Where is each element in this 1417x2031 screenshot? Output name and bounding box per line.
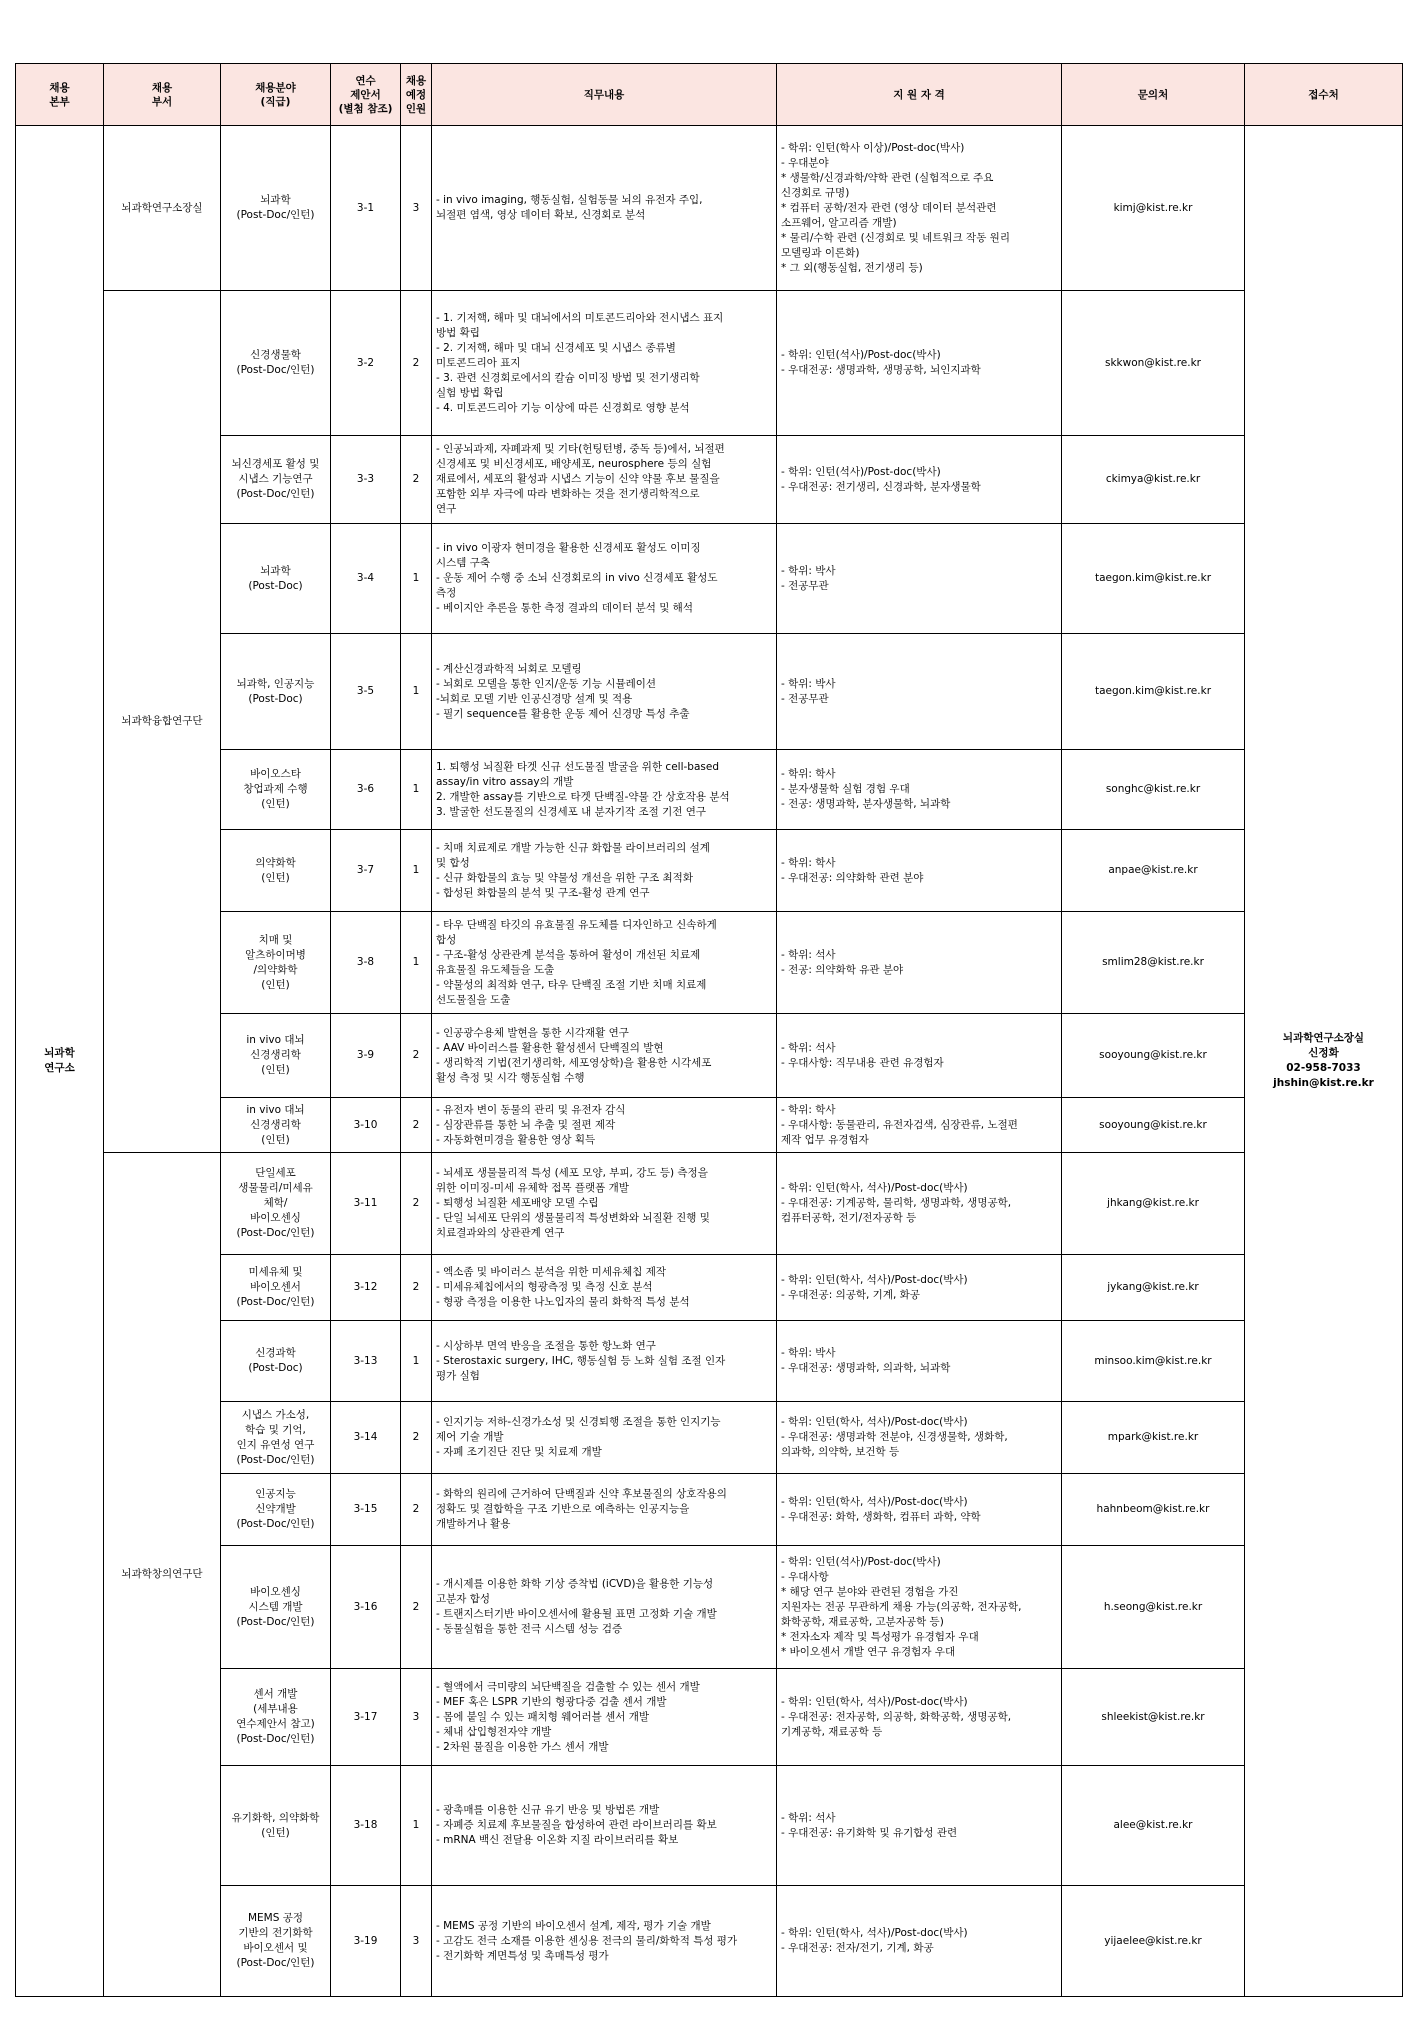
count-cell: 2 [401, 1153, 432, 1255]
header-reception: 접수처 [1245, 64, 1403, 126]
count-cell: 1 [401, 634, 432, 750]
duty-cell: - 엑소좀 및 바이러스 분석을 위한 미세유체칩 제작 - 미세유체칩에서의 형광측정 및 측정 신호 분석 - 형광 측정을 이용한 나노입자의 물리 화학적 특성 분석 [432, 1255, 777, 1321]
qualification-cell: - 학위: 학사 - 분자생물학 실험 경험 우대 - 전공: 생명과학, 분자생물학, 뇌과학 [777, 750, 1062, 830]
contact-email-cell: taegon.kim@kist.re.kr [1062, 524, 1245, 634]
qualification-cell: - 학위: 석사 - 우대사항: 직무내용 관련 유경험자 [777, 1014, 1062, 1098]
header-proposal: 연수 제안서 (별첨 참조) [331, 64, 401, 126]
count-cell: 1 [401, 1321, 432, 1402]
duty-cell: - 시상하부 면역 반응을 조절을 통한 항노화 연구 - Sterostaxic surgery, IHC, 행동실험 등 노화 실험 조절 인자 평가 실험 [432, 1321, 777, 1402]
qualification-cell: - 학위: 박사 - 전공무관 [777, 634, 1062, 750]
qualification-cell: - 학위: 석사 - 전공: 의약화학 유관 분야 [777, 912, 1062, 1014]
count-cell: 2 [401, 436, 432, 524]
proposal-code-cell: 3-6 [331, 750, 401, 830]
qualification-cell: - 학위: 인턴(학사, 석사)/Post-doc(박사) - 우대전공: 화학, 생화학, 컴퓨터 과학, 약학 [777, 1474, 1062, 1546]
contact-email-cell: taegon.kim@kist.re.kr [1062, 634, 1245, 750]
count-cell: 2 [401, 1474, 432, 1546]
proposal-code-cell: 3-2 [331, 291, 401, 436]
duty-cell: - 타우 단백질 타깃의 유효물질 유도체를 디자인하고 신속하게 합성 - 구조-활성 상관관계 분석을 통하여 활성이 개선된 치료제 유효물질 유도체들을 도출 - 약물성의 최적화 연구, 타우 단백질 조절 기반 치매 치료제 선도물질을 도출 [432, 912, 777, 1014]
count-cell: 1 [401, 912, 432, 1014]
table-row [16, 1255, 1403, 1321]
department-cell: 뇌과학연구소장실 [104, 126, 221, 291]
duty-cell: - 1. 기저핵, 해마 및 대뇌에서의 미토콘드리아와 전시냅스 표지 방법 확립 - 2. 기저핵, 해마 및 대뇌 신경세포 및 시냅스 종류별 미토콘드리아 표지 - 3. 관련 신경회로에서의 칼슘 이미징 방법 및 전기생리학 실험 방법 확립 - 4. 미토콘드리아 기능 이상에 따른 신경회로 영향 분석 [432, 291, 777, 436]
qualification-cell: - 학위: 학사 - 우대사항: 동물관리, 유전자검색, 심장관류, 노절편 제작 업무 유경험자 [777, 1098, 1062, 1153]
contact-email-cell: anpae@kist.re.kr [1062, 830, 1245, 912]
field-cell: 센서 개발 (세부내용 연수제안서 참고) (Post-Doc/인턴) [221, 1669, 331, 1766]
header-department: 채용 부서 [104, 64, 221, 126]
field-cell: 의약화학 (인턴) [221, 830, 331, 912]
field-cell: 뇌과학 (Post-Doc/인턴) [221, 126, 331, 291]
contact-email-cell: kimj@kist.re.kr [1062, 126, 1245, 291]
qualification-cell: - 학위: 인턴(학사, 석사)/Post-doc(박사) - 우대전공: 생명과학 전분야, 신경생물학, 생화학, 의과학, 의약학, 보건학 등 [777, 1402, 1062, 1474]
field-cell: 치매 및 알츠하이머병 /의약화학 (인턴) [221, 912, 331, 1014]
count-cell: 3 [401, 1886, 432, 1997]
field-cell: 신경생물학 (Post-Doc/인턴) [221, 291, 331, 436]
table-row [16, 1153, 1403, 1255]
count-cell: 1 [401, 524, 432, 634]
contact-email-cell: sooyoung@kist.re.kr [1062, 1014, 1245, 1098]
contact-email-cell: minsoo.kim@kist.re.kr [1062, 1321, 1245, 1402]
count-cell: 1 [401, 1766, 432, 1886]
table-row [16, 436, 1403, 524]
contact-email-cell: yijaelee@kist.re.kr [1062, 1886, 1245, 1997]
table-row [16, 750, 1403, 830]
field-cell: 미세유체 및 바이오센서 (Post-Doc/인턴) [221, 1255, 331, 1321]
field-cell: 뇌과학 (Post-Doc) [221, 524, 331, 634]
duty-cell: - 광촉매를 이용한 신규 유기 반응 및 방법론 개발 - 자폐증 치료제 후보물질을 합성하여 관련 라이브러리를 확보 - mRNA 백신 전달용 이온화 지질 라이브러리를 확보 [432, 1766, 777, 1886]
department-cell: 뇌과학융합연구단 [104, 291, 221, 1153]
contact-email-cell: ckimya@kist.re.kr [1062, 436, 1245, 524]
qualification-cell: - 학위: 인턴(학사 이상)/Post-doc(박사) - 우대분야 * 생물학/신경과학/약학 관련 (실험적으로 주요 신경회로 규명) * 컴퓨터 공학/전자 관련 (영상 데이터 분석관련 소프웨어, 알고리즘 개발) * 물리/수학 관련 (신경회로 및 네트워크 작동 원리 모델링과 이론화) * 그 외(행동실험, 전기생리 등) [777, 126, 1062, 291]
count-cell: 2 [401, 1546, 432, 1669]
field-cell: 단일세포 생물물리/미세유 체학/ 바이오센싱 (Post-Doc/인턴) [221, 1153, 331, 1255]
table-row [16, 524, 1403, 634]
proposal-code-cell: 3-5 [331, 634, 401, 750]
proposal-code-cell: 3-16 [331, 1546, 401, 1669]
header-field: 채용분야 (직급) [221, 64, 331, 126]
field-cell: 뇌과학, 인공지능 (Post-Doc) [221, 634, 331, 750]
duty-cell: - 뇌세포 생물물리적 특성 (세포 모양, 부피, 강도 등) 측정을 위한 이미징-미세 유체학 접목 플랫폼 개발 - 퇴행성 뇌질환 세포배양 모델 수립 - 단일 뇌세포 단위의 생물물리적 특성변화와 뇌질환 진행 및 치료결과와의 상관관계 연구 [432, 1153, 777, 1255]
qualification-cell: - 학위: 석사 - 우대전공: 유기화학 및 유기합성 관련 [777, 1766, 1062, 1886]
count-cell: 2 [401, 1402, 432, 1474]
contact-email-cell: mpark@kist.re.kr [1062, 1402, 1245, 1474]
header-contact: 문의처 [1062, 64, 1245, 126]
count-cell: 3 [401, 1669, 432, 1766]
proposal-code-cell: 3-7 [331, 830, 401, 912]
contact-email-cell: alee@kist.re.kr [1062, 1766, 1245, 1886]
duty-cell: - 계산신경과학적 뇌회로 모델링 - 뇌회로 모델을 통한 인지/운동 기능 시뮬레이션 -뇌회로 모델 기반 인공신경망 설계 및 적용 - 필기 sequence를 활용한 운동 제어 신경망 특성 추출 [432, 634, 777, 750]
header-count: 채용 예정 인원 [401, 64, 432, 126]
table-row [16, 830, 1403, 912]
qualification-cell: - 학위: 인턴(석사)/Post-doc(박사) - 우대전공: 전기생리, 신경과학, 분자생물학 [777, 436, 1062, 524]
field-cell: in vivo 대뇌 신경생리학 (인턴) [221, 1098, 331, 1153]
proposal-code-cell: 3-9 [331, 1014, 401, 1098]
duty-cell: - 유전자 변이 동물의 관리 및 유전자 감식 - 심장관류를 통한 뇌 추출 및 절편 제작 - 자동화현미경을 활용한 영상 획득 [432, 1098, 777, 1153]
proposal-code-cell: 3-8 [331, 912, 401, 1014]
field-cell: 신경과학 (Post-Doc) [221, 1321, 331, 1402]
field-cell: in vivo 대뇌 신경생리학 (인턴) [221, 1014, 331, 1098]
duty-cell: 1. 퇴행성 뇌질환 타겟 신규 선도물질 발굴을 위한 cell-based assay/in vitro assay의 개발 2. 개발한 assay를 기반으로 타겟 단백질-약물 간 상호작용 분석 3. 발굴한 선도물질의 신경세포 내 분자기작 조절 기전 연구 [432, 750, 777, 830]
field-cell: 뇌신경세포 활성 및 시냅스 기능연구 (Post-Doc/인턴) [221, 436, 331, 524]
proposal-code-cell: 3-11 [331, 1153, 401, 1255]
proposal-code-cell: 3-17 [331, 1669, 401, 1766]
proposal-code-cell: 3-12 [331, 1255, 401, 1321]
contact-email-cell: jykang@kist.re.kr [1062, 1255, 1245, 1321]
duty-cell: - in vivo 이광자 현미경을 활용한 신경세포 활성도 이미징 시스템 구축 - 운동 제어 수행 중 소뇌 신경회로의 in vivo 신경세포 활성도 측정 - 베이지안 추론을 통한 측정 결과의 데이터 분석 및 해석 [432, 524, 777, 634]
qualification-cell: - 학위: 인턴(석사)/Post-doc(박사) - 우대사항 * 해당 연구 분야와 관련된 경험을 가진 지원자는 전공 무관하게 채용 가능(의공학, 전자공학, 화학공학, 재료공학, 고분자공학 등) * 전자소자 제작 및 특성평가 유경험자 우대 * 바이오센서 개발 연구 유경험자 우대 [777, 1546, 1062, 1669]
recruitment-table-sheet [15, 63, 1402, 1997]
contact-email-cell: jhkang@kist.re.kr [1062, 1153, 1245, 1255]
count-cell: 2 [401, 291, 432, 436]
table-row [16, 1669, 1403, 1766]
contact-email-cell: hahnbeom@kist.re.kr [1062, 1474, 1245, 1546]
header-duty: 직무내용 [432, 64, 777, 126]
header-row [16, 64, 1403, 126]
proposal-code-cell: 3-15 [331, 1474, 401, 1546]
contact-email-cell: songhc@kist.re.kr [1062, 750, 1245, 830]
proposal-code-cell: 3-10 [331, 1098, 401, 1153]
duty-cell: - 혈액에서 극미량의 뇌단백질을 검출할 수 있는 센서 개발 - MEF 혹은 LSPR 기반의 형광다중 검출 센서 개발 - 몸에 붙일 수 있는 패치형 웨어러블 센서 개발 - 체내 삽입형전자약 개발 - 2차원 물질을 이용한 가스 센서 개발 [432, 1669, 777, 1766]
table-row [16, 1321, 1403, 1402]
count-cell: 2 [401, 1098, 432, 1153]
division-cell: 뇌과학 연구소 [16, 126, 104, 1997]
table-row [16, 1474, 1403, 1546]
contact-email-cell: shleekist@kist.re.kr [1062, 1669, 1245, 1766]
table-row [16, 126, 1403, 291]
duty-cell: - 인공뇌과제, 자폐과제 및 기타(헌팅턴병, 중독 등)에서, 뇌절편 신경세포 및 비신경세포, 배양세포, neurosphere 등의 실험 재료에서, 세포의 활성과 시냅스 기능이 신약 약물 후보 물질을 포함한 외부 자극에 따라 변화하는 것을 전기생리학적으로 연구 [432, 436, 777, 524]
field-cell: MEMS 공정 기반의 전기화학 바이오센서 및 (Post-Doc/인턴) [221, 1886, 331, 1997]
reception-cell: 뇌과학연구소장실 신정화 02-958-7033 jhshin@kist.re.kr [1245, 126, 1403, 1997]
proposal-code-cell: 3-14 [331, 1402, 401, 1474]
count-cell: 1 [401, 750, 432, 830]
header-division: 채용 본부 [16, 64, 104, 126]
field-cell: 바이오센싱 시스템 개발 (Post-Doc/인턴) [221, 1546, 331, 1669]
duty-cell: - 화학의 원리에 근거하여 단백질과 신약 후보물질의 상호작용의 정확도 및 결합학을 구조 기반으로 예측하는 인공지능을 개발하거나 활용 [432, 1474, 777, 1546]
table-row [16, 912, 1403, 1014]
proposal-code-cell: 3-3 [331, 436, 401, 524]
contact-email-cell: skkwon@kist.re.kr [1062, 291, 1245, 436]
header-qualification: 지 원 자 격 [777, 64, 1062, 126]
table-body [16, 126, 1403, 1997]
count-cell: 1 [401, 830, 432, 912]
department-cell: 뇌과학창의연구단 [104, 1153, 221, 1997]
count-cell: 2 [401, 1014, 432, 1098]
table-row [16, 634, 1403, 750]
proposal-code-cell: 3-4 [331, 524, 401, 634]
count-cell: 2 [401, 1255, 432, 1321]
duty-cell: - MEMS 공정 기반의 바이오센서 설계, 제작, 평가 기술 개발 - 고감도 전극 소재를 이용한 센싱용 전극의 물리/화학적 특성 평가 - 전기화학 계면특성 및 촉매특성 평가 [432, 1886, 777, 1997]
field-cell: 바이오스타 창업과제 수행 (인턴) [221, 750, 331, 830]
duty-cell: - in vivo imaging, 행동실험, 실험동물 뇌의 유전자 주입, 뇌절편 염색, 영상 데이터 확보, 신경회로 분석 [432, 126, 777, 291]
table-row [16, 1402, 1403, 1474]
table-row [16, 1098, 1403, 1153]
table-row [16, 1546, 1403, 1669]
qualification-cell: - 학위: 인턴(학사, 석사)/Post-doc(박사) - 우대전공: 의공학, 기계, 화공 [777, 1255, 1062, 1321]
table-row [16, 291, 1403, 436]
qualification-cell: - 학위: 박사 - 우대전공: 생명과학, 의과학, 뇌과학 [777, 1321, 1062, 1402]
contact-email-cell: sooyoung@kist.re.kr [1062, 1098, 1245, 1153]
table-row [16, 1886, 1403, 1997]
duty-cell: - 인지기능 저하-신경가소성 및 신경퇴행 조절을 통한 인지기능 제어 기술 개발 - 자폐 조기진단 진단 및 치료제 개발 [432, 1402, 777, 1474]
qualification-cell: - 학위: 인턴(학사, 석사)/Post-doc(박사) - 우대전공: 기계공학, 물리학, 생명과학, 생명공학, 컴퓨터공학, 전기/전자공학 등 [777, 1153, 1062, 1255]
proposal-code-cell: 3-18 [331, 1766, 401, 1886]
qualification-cell: - 학위: 학사 - 우대전공: 의약화학 관련 분야 [777, 830, 1062, 912]
qualification-cell: - 학위: 인턴(학사, 석사)/Post-doc(박사) - 우대전공: 전자공학, 의공학, 화학공학, 생명공학, 기계공학, 재료공학 등 [777, 1669, 1062, 1766]
field-cell: 시냅스 가소성, 학습 및 기억, 인지 유연성 연구 (Post-Doc/인턴) [221, 1402, 331, 1474]
proposal-code-cell: 3-19 [331, 1886, 401, 1997]
table-row [16, 1014, 1403, 1098]
recruitment-table [15, 63, 1403, 1997]
table-row [16, 1766, 1403, 1886]
duty-cell: - 인공광수용체 발현을 통한 시각재활 연구 - AAV 바이러스를 활용한 활성센서 단백질의 발현 - 생리학적 기법(전기생리학, 세포영상학)을 활용한 시각세포 활성 측정 및 시각 행동실험 수행 [432, 1014, 777, 1098]
contact-email-cell: smlim28@kist.re.kr [1062, 912, 1245, 1014]
field-cell: 유기화학, 의약화학 (인턴) [221, 1766, 331, 1886]
proposal-code-cell: 3-13 [331, 1321, 401, 1402]
duty-cell: - 치매 치료제로 개발 가능한 신규 화합물 라이브러리의 설계 및 합성 - 신규 화합물의 효능 및 약물성 개선을 위한 구조 최적화 - 합성된 화합물의 분석 및 구조-활성 관계 연구 [432, 830, 777, 912]
qualification-cell: - 학위: 인턴(학사, 석사)/Post-doc(박사) - 우대전공: 전자/전기, 기계, 화공 [777, 1886, 1062, 1997]
count-cell: 3 [401, 126, 432, 291]
qualification-cell: - 학위: 박사 - 전공무관 [777, 524, 1062, 634]
proposal-code-cell: 3-1 [331, 126, 401, 291]
contact-email-cell: h.seong@kist.re.kr [1062, 1546, 1245, 1669]
field-cell: 인공지능 신약개발 (Post-Doc/인턴) [221, 1474, 331, 1546]
qualification-cell: - 학위: 인턴(석사)/Post-doc(박사) - 우대전공: 생명과학, 생명공학, 뇌인지과학 [777, 291, 1062, 436]
duty-cell: - 개시제를 이용한 화학 기상 증착법 (iCVD)을 활용한 기능성 고분자 합성 - 트랜지스터기반 바이오센서에 활용될 표면 고정화 기술 개발 - 동물실험을 통한 전극 시스템 성능 검증 [432, 1546, 777, 1669]
